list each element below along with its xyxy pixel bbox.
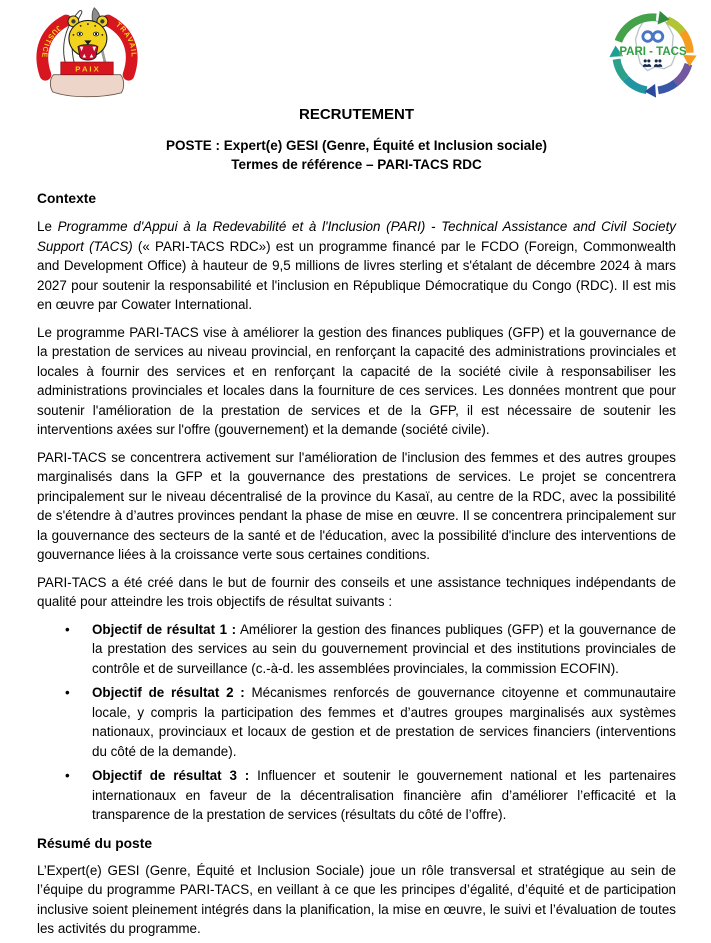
header-logo-row bbox=[0, 0, 711, 96]
base-stone-icon bbox=[50, 75, 123, 97]
objective-item-2 bbox=[37, 683, 676, 761]
pari-tacs-wordmark: PARI - TACS bbox=[619, 45, 687, 58]
resume-heading: Résumé du poste bbox=[37, 835, 152, 851]
contexte-paragraph-2: Le programme PARI-TACS vise à améliorer la gestion des finances publiques (GFP) et la gouvernance de la prestation de services au niveau provincial, en renforçant la capacité des administrations provinciales et locales à fournir des services et en renforçant la capacité de la société civile à responsabiliser les administrations provinciales et locales dans la fourniture de ces services. Les données montrent que pour soutenir l'amélioration de la prestation de services et de la GFP, il est nécessaire de soutenir les interventions axées sur l'offre (gouvernement) et la demande (société civile). bbox=[37, 324, 676, 437]
contexte-heading: Contexte bbox=[37, 191, 97, 206]
bullet-icon: • bbox=[65, 685, 70, 700]
objective-1-label: Objectif de résultat 1 : bbox=[92, 621, 237, 637]
p1-rest: (« PARI-TACS RDC») est un programme financé par le FCDO (Foreign, Commonwealth and Development Office) à hauteur de 9,5 millions de livres sterling et s'étalant de décembre 2024 à mars 2027 pour soutenir la responsabilité et l'inclusion en République Démocratique du Congo (RDC). Il est mis en œuvre par Cowater International. bbox=[37, 238, 676, 312]
motto-travail: TRAVAIL bbox=[114, 19, 139, 58]
subtitle-termes: Termes de référence – PARI-TACS RDC bbox=[231, 156, 482, 172]
pari-tacs-logo bbox=[607, 8, 699, 100]
objective-2-text: Mécanismes renforcés de gouvernance citoyenne et communautaire locale, y compris la participation des femmes et d’autres groupes marginalisés aux systèmes nationaux, provinciaux et locaux de gestion et de prestation de services financiers (interventions du côté de la demande). bbox=[92, 685, 677, 759]
objective-item-1 bbox=[37, 620, 676, 679]
objective-3-text: Influencer et soutenir le gouvernement national et les partenaires internationaux en faveur de la décentralisation financière afin d’améliorer l’efficacité et la transparence de la prestation de services (résultats du côté de l’offre). bbox=[92, 768, 676, 822]
p1-program-name-italic: Programme d'Appui à la Redevabilité et à l'Inclusion (PARI) - Technical Assistance and Civil Society Support (TACS) bbox=[37, 219, 676, 254]
p1-lead: Le bbox=[37, 219, 58, 234]
contexte-paragraph-4: PARI-TACS a été créé dans le but de fournir des conseils et une assistance techniques indépendants de qualité pour atteindre les trois objectifs de résultat suivants : bbox=[37, 574, 676, 609]
bullet-icon: • bbox=[65, 768, 70, 783]
contexte-paragraph-3: PARI-TACS se concentrera activement sur l'amélioration de l'inclusion des femmes et des autres groupes marginalisés dans la GFP et la gouvernance des prestations de services. Le projet se concentrera principalement sur le niveau décentralisé de la province du Kasaï, au centre de la RDC, avec la possibilité de s'étendre à d’autres provinces pendant la phase de mise en œuvre. Il se concentrera principalement sur la gouvernance des secteurs de la santé et de l'éducation, avec la possibilité d'inclure des interventions de gouvernance liées à la croissance verte sous certaines conditions. bbox=[37, 449, 676, 562]
motto-paix: P A I X bbox=[75, 64, 99, 74]
drc-coat-of-arms-logo bbox=[28, 6, 146, 100]
resume-paragraph-1: L’Expert(e) GESI (Genre, Équité et Inclusion Sociale) joue un rôle transversal et stratégique au sein de l’équipe du programme PARI-TACS, en veillant à ce que les principes d’égalité, d’équité et de participation inclusive soient pleinement intégrés dans la planification, la mise en œuvre, le suivi et l’évaluation de toutes les activités du programme. bbox=[37, 862, 676, 936]
bullet-icon: • bbox=[65, 621, 70, 637]
page-subtitle bbox=[37, 137, 676, 174]
motto-justice: JUSTICE bbox=[40, 23, 64, 59]
page-title: RECRUTEMENT bbox=[299, 106, 414, 123]
subtitle-poste: POSTE : Expert(e) GESI (Genre, Équité et Inclusion sociale) bbox=[165, 138, 548, 153]
contexte-paragraph-1 bbox=[37, 217, 676, 315]
drc-map-outline-icon bbox=[636, 19, 676, 71]
paix-banner-icon bbox=[61, 62, 113, 75]
objectives-list bbox=[37, 620, 676, 825]
objective-1-text: Améliorer la gestion des finances publiques (GFP) et la gouvernance de la prestation des services au sein du gouvernement provincial et des institutions provinciales de contrôle et de surveillance (c.-à-d. les assemblées provinciales, la commission ECOFIN). bbox=[92, 621, 676, 676]
objective-3-label: Objectif de résultat 3 : bbox=[92, 768, 250, 783]
objective-item-3 bbox=[37, 766, 676, 825]
objective-2-label: Objectif de résultat 2 : bbox=[92, 685, 245, 700]
